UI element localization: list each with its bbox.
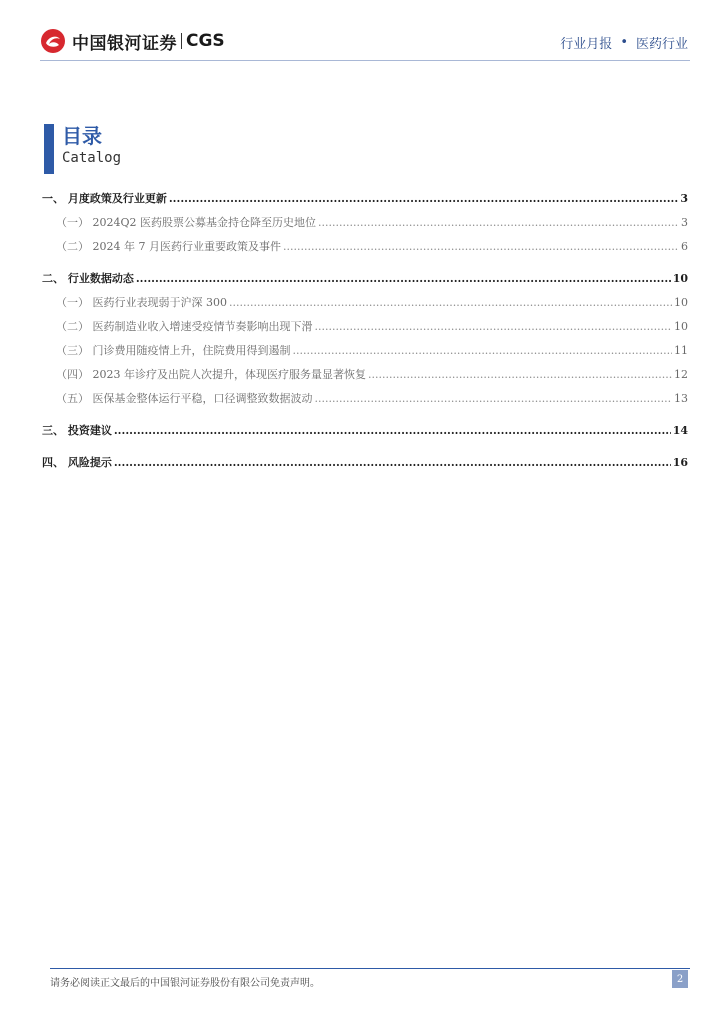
brand-divider <box>181 33 182 49</box>
toc-page-number: 11 <box>674 344 688 357</box>
toc-entry-label: （一） 2024Q2 医药股票公募基金持仓降至历史地位 <box>56 216 317 229</box>
toc-page-number: 13 <box>674 392 688 405</box>
toc-dot-leader <box>114 424 671 437</box>
report-category <box>560 33 688 52</box>
toc-dot-leader <box>283 240 679 253</box>
catalog-accent-bar <box>44 124 54 174</box>
toc-page-number: 10 <box>674 320 688 333</box>
toc-entry-label: 三、 投资建议 <box>42 424 112 437</box>
toc-dot-leader <box>318 216 679 229</box>
catalog-title: 目录 <box>62 124 102 148</box>
toc-dot-leader <box>136 272 671 285</box>
toc-entry-label: （四） 2023 年诊疗及出院人次提升，体现医疗服务量显著恢复 <box>56 368 366 381</box>
toc-dot-leader <box>368 368 672 381</box>
toc-entry-label: （二） 2024 年 7 月医药行业重要政策及事件 <box>56 240 281 253</box>
toc-page-number: 6 <box>681 240 688 253</box>
footer-divider <box>50 968 690 969</box>
toc-dot-leader <box>315 320 673 333</box>
toc-entry-2-3[interactable] <box>42 342 688 366</box>
footer-disclaimer: 请务必阅读正文最后的中国银河证券股份有限公司免责声明。 <box>50 978 320 989</box>
toc-entry-1-2[interactable] <box>42 238 688 262</box>
toc-dot-leader <box>114 456 671 469</box>
table-of-contents <box>42 188 688 478</box>
catalog-subtitle: Catalog <box>62 150 122 166</box>
toc-entry-section-2[interactable] <box>42 270 688 294</box>
toc-page-number: 10 <box>674 296 688 309</box>
brand-logo <box>40 28 225 54</box>
toc-entry-2-5[interactable] <box>42 390 688 414</box>
report-type-label: 行业月报 <box>560 37 613 52</box>
toc-entry-2-4[interactable] <box>42 366 688 390</box>
toc-entry-label: （二） 医药制造业收入增速受疫情节奏影响出现下滑 <box>56 320 313 333</box>
cgs-logo-icon <box>40 28 66 54</box>
brand-name-en: CGS <box>186 31 225 51</box>
toc-page-number: 12 <box>674 368 688 381</box>
toc-page-number: 3 <box>680 192 688 205</box>
toc-entry-section-1[interactable] <box>42 190 688 214</box>
toc-page-number: 14 <box>672 424 688 437</box>
toc-entry-2-1[interactable] <box>42 294 688 318</box>
toc-dot-leader <box>169 192 679 205</box>
toc-page-number: 3 <box>681 216 688 229</box>
toc-dot-leader <box>293 344 673 357</box>
toc-entry-label: （五） 医保基金整体运行平稳，口径调整致数据波动 <box>56 392 313 405</box>
toc-entry-label: （一） 医药行业表现弱于沪深 300 <box>56 296 227 309</box>
toc-dot-leader <box>315 392 673 405</box>
toc-entry-label: （三） 门诊费用随疫情上升，住院费用得到遏制 <box>56 344 291 357</box>
toc-page-number: 10 <box>672 272 688 285</box>
industry-label: 医药行业 <box>635 37 688 52</box>
toc-entry-2-2[interactable] <box>42 318 688 342</box>
toc-entry-1-1[interactable] <box>42 214 688 238</box>
toc-entry-section-3[interactable] <box>42 422 688 446</box>
header-divider <box>40 60 690 61</box>
toc-entry-label: 四、 风险提示 <box>42 456 112 469</box>
brand-name-cn: 中国银河证券 <box>72 33 177 54</box>
toc-dot-leader <box>229 296 672 309</box>
header-separator: • <box>620 35 628 50</box>
page-number-badge: 2 <box>672 970 688 988</box>
toc-entry-label: 一、 月度政策及行业更新 <box>42 192 167 205</box>
toc-entry-label: 二、 行业数据动态 <box>42 272 134 285</box>
toc-page-number: 16 <box>672 456 688 469</box>
toc-entry-section-4[interactable] <box>42 454 688 478</box>
page-header <box>0 0 724 68</box>
